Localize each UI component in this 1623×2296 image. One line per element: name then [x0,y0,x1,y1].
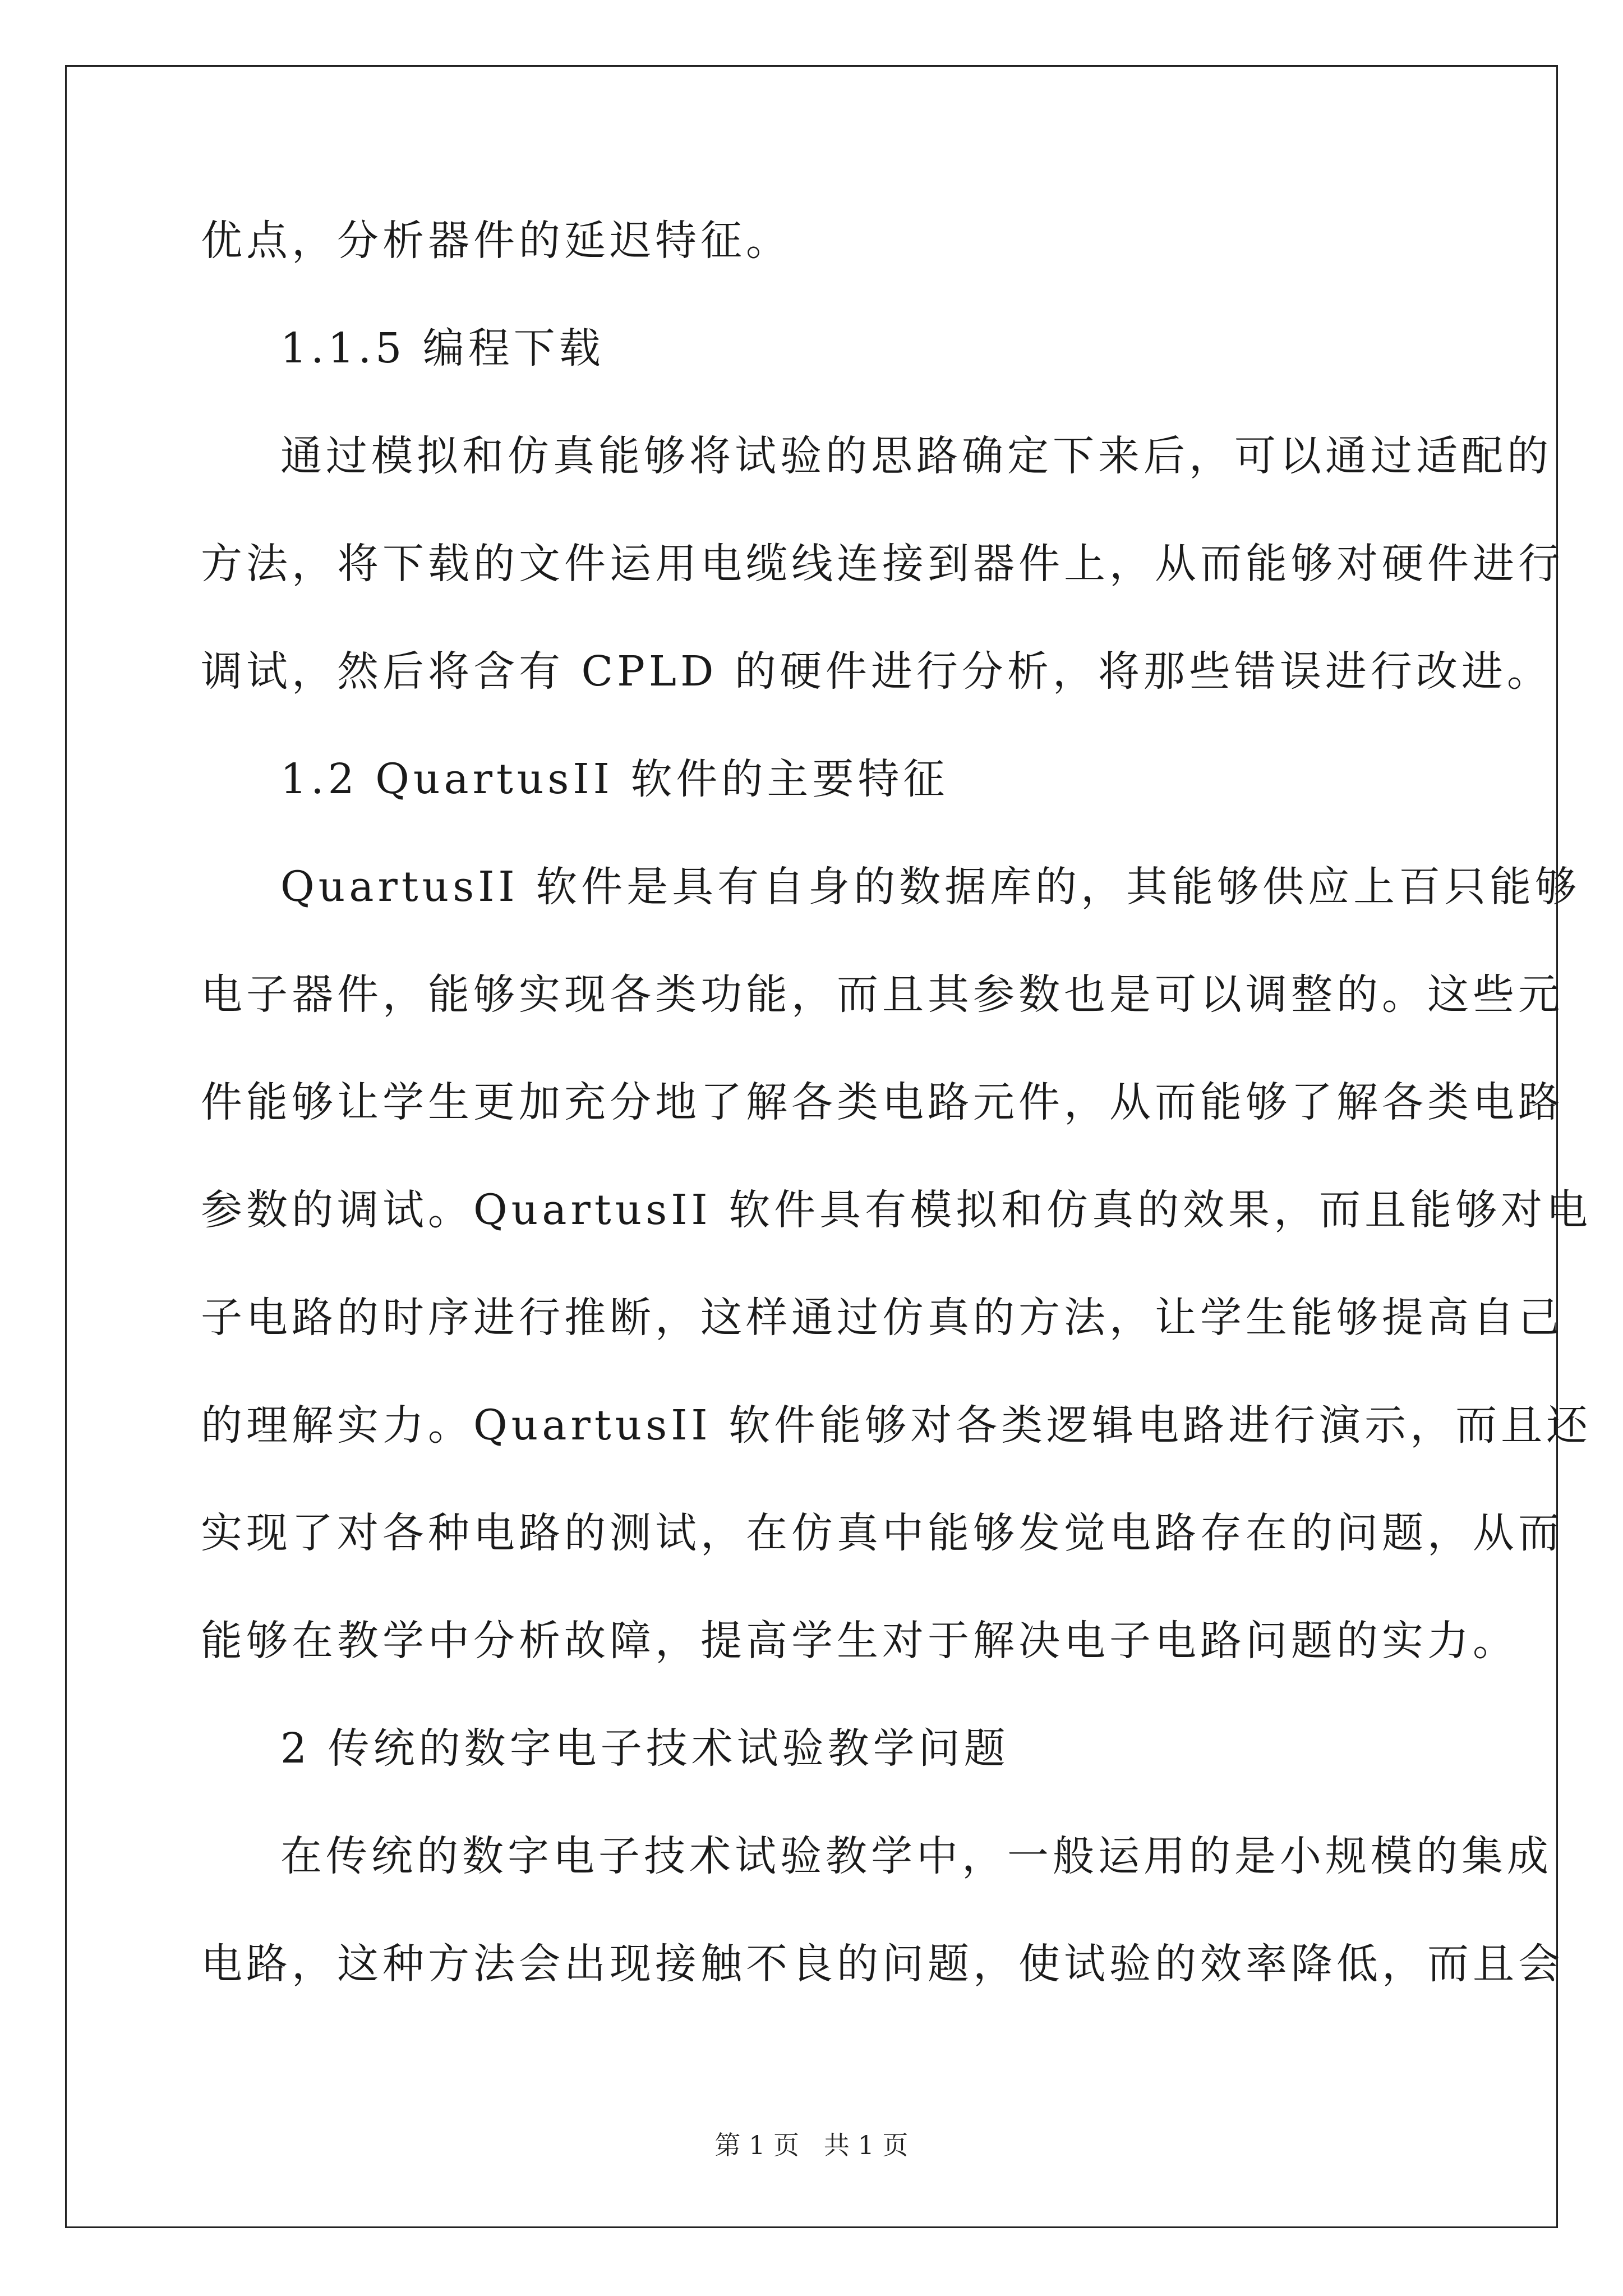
section-heading: 1.2 QuartusII 软件的主要特征 [280,755,949,803]
text-line: 优点，分析器件的延迟特征。 [201,217,791,265]
section-heading: 2 传统的数字电子技术试验教学问题 [280,1724,1009,1773]
text-line: 实现了对各种电路的测试，在仿真中能够发觉电路存在的问题，从而 [201,1509,1564,1557]
text-line: 电路，这种方法会出现接触不良的问题，使试验的效率降低，而且会 [201,1940,1564,1988]
text-line: 方法，将下载的文件运用电缆线连接到器件上，从而能够对硬件进行 [201,540,1564,588]
text-line: 在传统的数字电子技术试验教学中，一般运用的是小规模的集成 [280,1832,1552,1880]
text-line: 电子器件，能够实现各类功能，而且其参数也是可以调整的。这些元 [201,970,1564,1019]
page-footer: 第 1 页 共 1 页 [714,2130,909,2160]
text-line: 件能够让学生更加充分地了解各类电路元件，从而能够了解各类电路 [201,1078,1564,1126]
text-line: 通过模拟和仿真能够将试验的思路确定下来后，可以通过适配的 [280,432,1552,480]
text-line: 调试，然后将含有 CPLD 的硬件进行分析，将那些错误进行改进。 [201,647,1552,696]
text-line: 参数的调试。QuartusII 软件具有模拟和仿真的效果，而且能够对电 [201,1186,1592,1234]
text-line: QuartusII 软件是具有自身的数据库的，其能够供应上百只能够 [280,863,1581,911]
text-line: 的理解实力。QuartusII 软件能够对各类逻辑电路进行演示，而且还 [201,1401,1592,1450]
section-heading: 1.1.5 编程下载 [280,324,605,372]
page-border [65,65,1558,2228]
text-line: 子电路的时序进行推断，这样通过仿真的方法，让学生能够提高自己 [201,1294,1564,1342]
text-line: 能够在教学中分析故障，提高学生对于解决电子电路问题的实力。 [201,1617,1518,1665]
